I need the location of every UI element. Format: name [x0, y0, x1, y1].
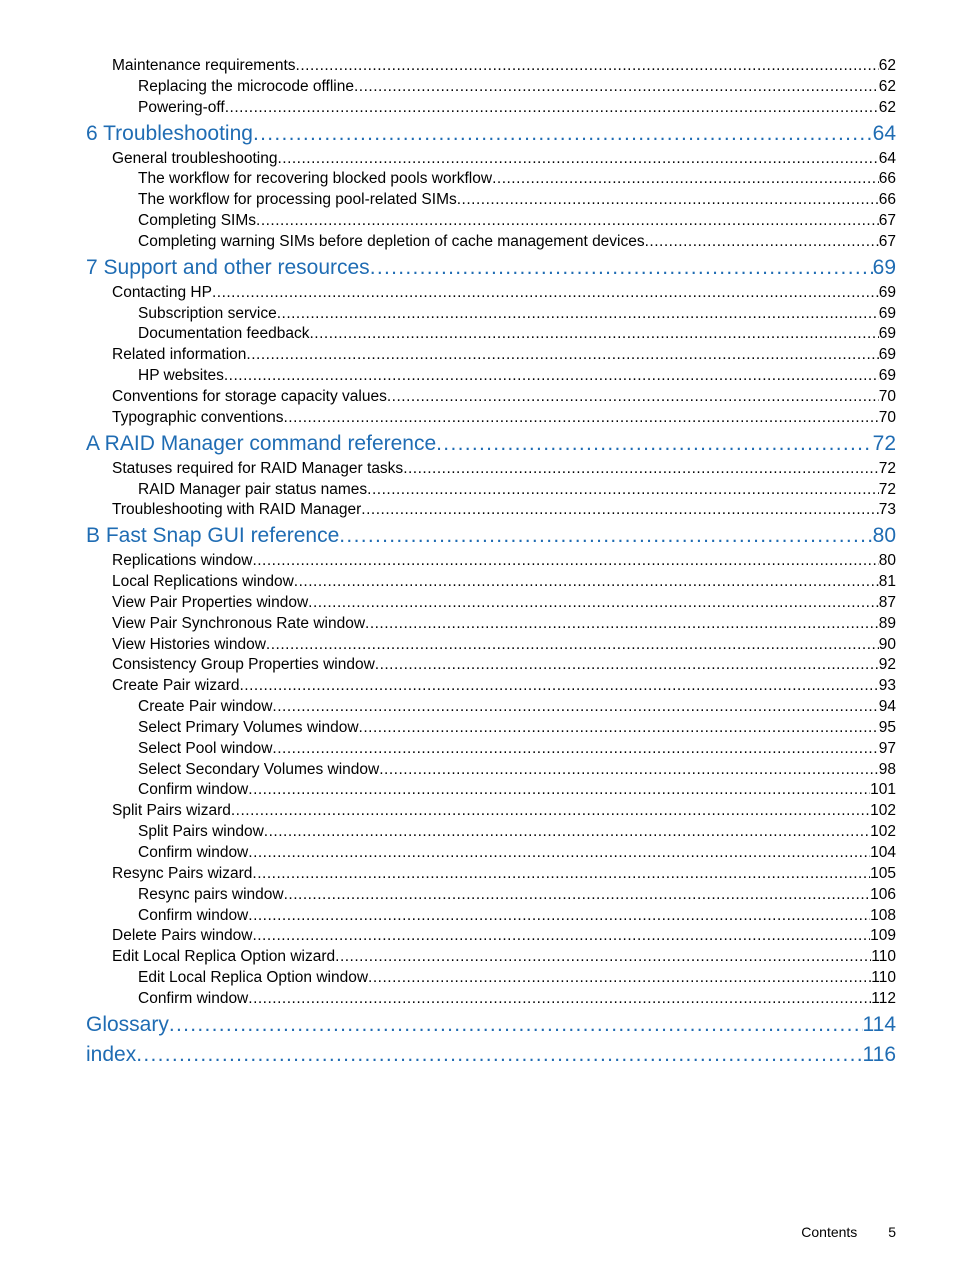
toc-subsection-link[interactable]	[86, 366, 896, 387]
dot-leader	[379, 760, 879, 781]
toc-entry-title: Create Pair window	[138, 698, 273, 716]
dot-leader	[309, 324, 878, 345]
toc-entry-title: The workflow for recovering blocked pools workflow	[138, 170, 493, 188]
toc-entry-title: Edit Local Replica Option window	[138, 969, 369, 987]
dot-leader	[246, 345, 878, 366]
toc-entry-title: index	[86, 1042, 137, 1066]
toc-entry-page-number: 72	[878, 480, 896, 498]
toc-entry-page-number: 64	[872, 121, 896, 145]
dot-leader	[248, 780, 870, 801]
dot-leader	[240, 676, 879, 697]
toc-entry-page-number: 116	[862, 1042, 896, 1066]
toc-entry-title: Confirm window	[138, 906, 249, 924]
toc-entry-title: Select Secondary Volumes window	[138, 760, 380, 778]
toc-section-link[interactable]	[86, 614, 896, 635]
toc-subsection-link[interactable]	[86, 739, 896, 760]
toc-entry-page-number: 110	[871, 969, 896, 987]
toc-entry-title: Local Replications window	[112, 573, 294, 591]
toc-section-link[interactable]	[86, 551, 896, 572]
toc-chapter-link[interactable]	[86, 429, 896, 459]
toc-entry-page-number: 101	[870, 781, 896, 799]
toc-entry-title: Typographic conventions	[112, 408, 284, 426]
toc-entry-title: View Pair Properties window	[112, 593, 309, 611]
dot-leader	[264, 822, 870, 843]
toc-subsection-link[interactable]	[86, 211, 896, 232]
toc-section-link[interactable]	[86, 676, 896, 697]
dot-leader	[361, 500, 878, 521]
dot-leader	[294, 572, 879, 593]
toc-entry-title: Select Pool window	[138, 739, 273, 757]
toc-entry-title: 6 Troubleshooting	[86, 121, 253, 145]
toc-entry-title: HP websites	[138, 367, 224, 385]
dot-leader	[136, 1040, 862, 1070]
toc-entry-title: Statuses required for RAID Manager tasks	[112, 459, 404, 477]
dot-leader	[387, 387, 879, 408]
dot-leader	[370, 253, 873, 283]
toc-entry-title: Select Primary Volumes window	[138, 718, 359, 736]
toc-entry-title: Documentation feedback	[138, 325, 310, 343]
toc-entry-page-number: 97	[878, 739, 896, 757]
toc-entry-page-number: 69	[878, 325, 896, 343]
dot-leader	[339, 521, 872, 551]
toc-entry-title: Completing SIMs	[138, 212, 257, 230]
dot-leader	[368, 968, 871, 989]
toc-entry-page-number: 105	[870, 864, 896, 882]
dot-leader	[212, 283, 879, 304]
toc-section-link[interactable]	[86, 283, 896, 304]
toc-entry-page-number: 62	[878, 77, 896, 95]
toc-entry-page-number: 69	[878, 304, 896, 322]
toc-subsection-link[interactable]	[86, 968, 896, 989]
toc-entry-title: Glossary	[86, 1012, 169, 1036]
toc-entry-page-number: 93	[878, 677, 896, 695]
toc-chapter-link[interactable]	[86, 1010, 896, 1040]
toc-entry-page-number: 92	[878, 656, 896, 674]
toc-section-link[interactable]	[86, 572, 896, 593]
toc-entry-title: RAID Manager pair status names	[138, 480, 368, 498]
dot-leader	[457, 190, 879, 211]
toc-subsection-link[interactable]	[86, 98, 896, 119]
dot-leader	[296, 56, 879, 77]
toc-entry-title: Conventions for storage capacity values	[112, 387, 387, 405]
toc-subsection-link[interactable]	[86, 989, 896, 1010]
toc-section-link[interactable]	[86, 459, 896, 480]
dot-leader	[645, 232, 879, 253]
dot-leader	[359, 718, 879, 739]
toc-entry-title: Subscription service	[138, 304, 277, 322]
toc-entry-title: View Histories window	[112, 635, 266, 653]
table-of-contents	[86, 56, 896, 1070]
toc-entry-page-number: 94	[878, 698, 896, 716]
dot-leader	[365, 614, 879, 635]
footer-section-label: Contents	[801, 1224, 858, 1240]
toc-entry-title: View Pair Synchronous Rate window	[112, 614, 366, 632]
toc-entry-page-number: 102	[870, 802, 896, 820]
toc-entry-title: Related information	[112, 346, 247, 364]
toc-entry-title: Confirm window	[138, 844, 249, 861]
toc-entry-page-number: 102	[870, 823, 896, 841]
toc-entry-page-number: 62	[878, 98, 896, 116]
dot-leader	[266, 635, 879, 656]
toc-subsection-link[interactable]	[86, 304, 896, 325]
toc-section-link[interactable]	[86, 387, 896, 408]
toc-entry-title: A RAID Manager command reference	[86, 431, 437, 455]
toc-section-link[interactable]	[86, 635, 896, 656]
toc-entry-title: Confirm window	[138, 781, 249, 799]
toc-subsection-link[interactable]	[86, 77, 896, 98]
toc-subsection-link[interactable]	[86, 169, 896, 190]
toc-section-link[interactable]	[86, 926, 896, 947]
toc-section-link[interactable]	[86, 56, 896, 77]
toc-entry-title: Split Pairs window	[138, 823, 264, 841]
toc-entry-page-number: 69	[872, 255, 896, 279]
dot-leader	[436, 429, 872, 459]
toc-subsection-link[interactable]	[86, 718, 896, 739]
toc-section-link[interactable]	[86, 408, 896, 429]
toc-entry-page-number: 69	[878, 283, 896, 301]
toc-subsection-link[interactable]	[86, 906, 896, 927]
dot-leader	[248, 843, 870, 864]
toc-entry-page-number: 72	[872, 431, 896, 455]
toc-entry-title: The workflow for processing pool-related SIMs	[138, 191, 457, 209]
toc-entry-title: Create Pair wizard	[112, 677, 240, 695]
toc-section-link[interactable]	[86, 947, 896, 968]
dot-leader	[367, 480, 879, 501]
toc-entry-title: Replications window	[112, 552, 253, 570]
dot-leader	[335, 947, 871, 968]
dot-leader	[224, 366, 879, 387]
toc-subsection-link[interactable]	[86, 822, 896, 843]
toc-entry-page-number: 72	[878, 459, 896, 477]
toc-section-link[interactable]	[86, 801, 896, 822]
toc-entry-title: Resync pairs window	[138, 885, 284, 903]
toc-entry-page-number: 69	[878, 367, 896, 385]
toc-entry-title: Troubleshooting with RAID Manager	[112, 501, 362, 519]
toc-subsection-link[interactable]	[86, 885, 896, 906]
toc-entry-page-number: 89	[878, 614, 896, 632]
dot-leader	[225, 98, 879, 119]
dot-leader	[277, 304, 879, 325]
toc-entry-page-number: 108	[870, 906, 896, 924]
toc-entry-page-number: 112	[871, 989, 896, 1007]
page-footer	[801, 1222, 896, 1242]
toc-entry-page-number: 80	[878, 552, 896, 570]
dot-leader	[252, 926, 870, 947]
toc-entry-page-number: 73	[878, 501, 896, 519]
toc-entry-title: Split Pairs wizard	[112, 802, 231, 820]
dot-leader	[272, 697, 878, 718]
dot-leader	[252, 551, 878, 572]
toc-entry-title: Delete Pairs window	[112, 927, 253, 945]
toc-entry-page-number: 95	[878, 718, 896, 736]
toc-entry-page-number: 109	[870, 927, 896, 945]
dot-leader	[403, 459, 879, 480]
toc-entry-page-number: 66	[878, 191, 896, 209]
toc-subsection-link[interactable]	[86, 697, 896, 718]
dot-leader	[231, 801, 870, 822]
toc-chapter-link[interactable]	[86, 119, 896, 149]
toc-entry-title: Confirm window	[138, 989, 249, 1007]
toc-section-link[interactable]	[86, 345, 896, 366]
toc-subsection-link[interactable]	[86, 480, 896, 501]
toc-section-link[interactable]	[86, 500, 896, 521]
toc-entry-page-number: 69	[878, 346, 896, 364]
toc-entry-title: General troubleshooting	[112, 149, 278, 167]
toc-section-link[interactable]	[86, 864, 896, 885]
toc-entry-page-number: 66	[878, 170, 896, 188]
dot-leader	[375, 655, 879, 676]
toc-entry-title: 7 Support and other resources	[86, 255, 370, 279]
toc-entry-title: Powering-off	[138, 98, 225, 116]
toc-chapter-link[interactable]	[86, 253, 896, 283]
toc-entry-title: Consistency Group Properties window	[112, 656, 375, 674]
dot-leader	[283, 408, 878, 429]
toc-entry-title: Edit Local Replica Option wizard	[112, 948, 336, 966]
toc-entry-page-number: 90	[878, 635, 896, 653]
dot-leader	[256, 211, 879, 232]
toc-subsection-link[interactable]	[86, 843, 896, 864]
dot-leader	[354, 77, 879, 98]
dot-leader	[492, 169, 879, 190]
dot-leader	[169, 1010, 863, 1040]
toc-entry-title: Completing warning SIMs before depletion of cache management devices	[138, 232, 645, 250]
toc-entry-page-number: 67	[878, 212, 896, 230]
toc-section-link[interactable]	[86, 149, 896, 170]
toc-entry-title: Resync Pairs wizard	[112, 864, 253, 882]
toc-entry-page-number: 80	[872, 524, 896, 548]
toc-chapter-link[interactable]	[86, 521, 896, 551]
toc-entry-page-number: 70	[878, 408, 896, 426]
toc-subsection-link[interactable]	[86, 324, 896, 345]
toc-entry-page-number: 62	[878, 57, 896, 74]
toc-entry-page-number: 67	[878, 232, 896, 250]
toc-entry-page-number: 104	[870, 844, 896, 861]
toc-entry-page-number: 70	[878, 387, 896, 405]
dot-leader	[277, 149, 878, 170]
toc-entry-page-number: 81	[878, 573, 896, 591]
dot-leader	[253, 119, 873, 149]
toc-section-link[interactable]	[86, 593, 896, 614]
toc-entry-page-number: 87	[878, 593, 896, 611]
toc-entry-title: Contacting HP	[112, 283, 212, 301]
toc-section-link[interactable]	[86, 655, 896, 676]
toc-entry-title: B Fast Snap GUI reference	[86, 524, 340, 548]
footer-page-number: 5	[888, 1224, 896, 1240]
toc-entry-title: Maintenance requirements	[112, 57, 296, 74]
toc-subsection-link[interactable]	[86, 190, 896, 211]
toc-entry-page-number: 114	[862, 1012, 896, 1036]
toc-entry-page-number: 64	[878, 149, 896, 167]
dot-leader	[248, 906, 870, 927]
toc-entry-page-number: 98	[878, 760, 896, 778]
toc-entry-title: Replacing the microcode offline	[138, 77, 354, 95]
dot-leader	[308, 593, 879, 614]
toc-subsection-link[interactable]	[86, 232, 896, 253]
toc-subsection-link[interactable]	[86, 780, 896, 801]
toc-chapter-link[interactable]	[86, 1040, 896, 1070]
toc-subsection-link[interactable]	[86, 760, 896, 781]
dot-leader	[272, 739, 878, 760]
toc-entry-page-number: 106	[870, 885, 896, 903]
toc-entry-page-number: 110	[871, 948, 896, 966]
dot-leader	[284, 885, 871, 906]
dot-leader	[252, 864, 870, 885]
dot-leader	[248, 989, 871, 1010]
